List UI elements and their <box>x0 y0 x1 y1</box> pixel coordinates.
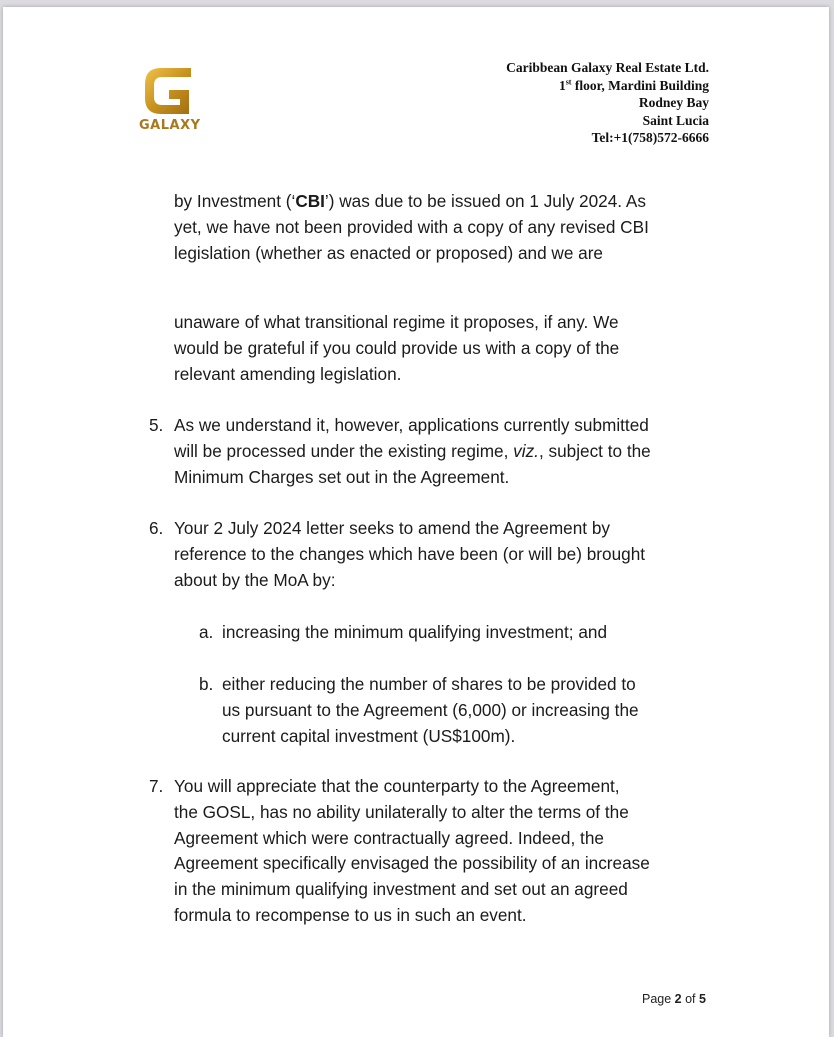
item-6-number: 6. <box>149 518 164 538</box>
address-floor: 1st floor, Mardini Building <box>558 77 709 93</box>
item-5-paragraph: As we understand it, however, applications currently submitted will be processed under the existing regime, viz., subject to the Minimum Charges set out in the Agreement. <box>174 415 651 487</box>
letterhead-address <box>506 59 709 147</box>
logo-text: GALAXY <box>139 118 201 133</box>
address-country: Saint Lucia <box>642 112 709 128</box>
company-name: Caribbean Galaxy Real Estate Ltd. <box>506 60 709 75</box>
item-6-paragraph: Your 2 July 2024 letter seeks to amend the Agreement by reference to the changes which have been (or will be) brought about by the MoA by: <box>174 518 646 590</box>
address-area: Rodney Bay <box>638 95 709 111</box>
item-7-number: 7. <box>149 776 164 796</box>
item-6b-label: b. <box>199 674 214 694</box>
item-6a-text: increasing the minimum qualifying investment; and <box>222 622 607 642</box>
item-6b-text: either reducing the number of shares to be provided to us pursuant to the Agreement (6,000) or increasing the current capital investment (US$100m). <box>222 674 639 746</box>
telephone: Tel:+1(758)572-6666 <box>591 130 709 146</box>
item-7-paragraph: You will appreciate that the counterparty to the Agreement, the GOSL, has no ability unilaterally to alter the terms of the Agreement which were contractually agreed. Indeed, the Agreement specifically envisaged the possibility of an increase in the minimum qualifying investment and set out an agreed formula to recompense to us in such an event. <box>174 776 650 925</box>
page-number: Page 2 of 5 <box>642 992 706 1006</box>
intro-paragraph-part2: unaware of what transitional regime it proposes, if any. We would be grateful if you could provide us with a copy of the relevant amending legislation. <box>174 312 620 384</box>
item-6a-label: a. <box>199 622 214 642</box>
item-5-number: 5. <box>149 415 164 435</box>
intro-paragraph-part1: by Investment (‘CBI’) was due to be issued on 1 July 2024. As yet, we have not been provided with a copy of any revised CBI legislation (whether as enacted or proposed) and we are <box>174 191 649 263</box>
